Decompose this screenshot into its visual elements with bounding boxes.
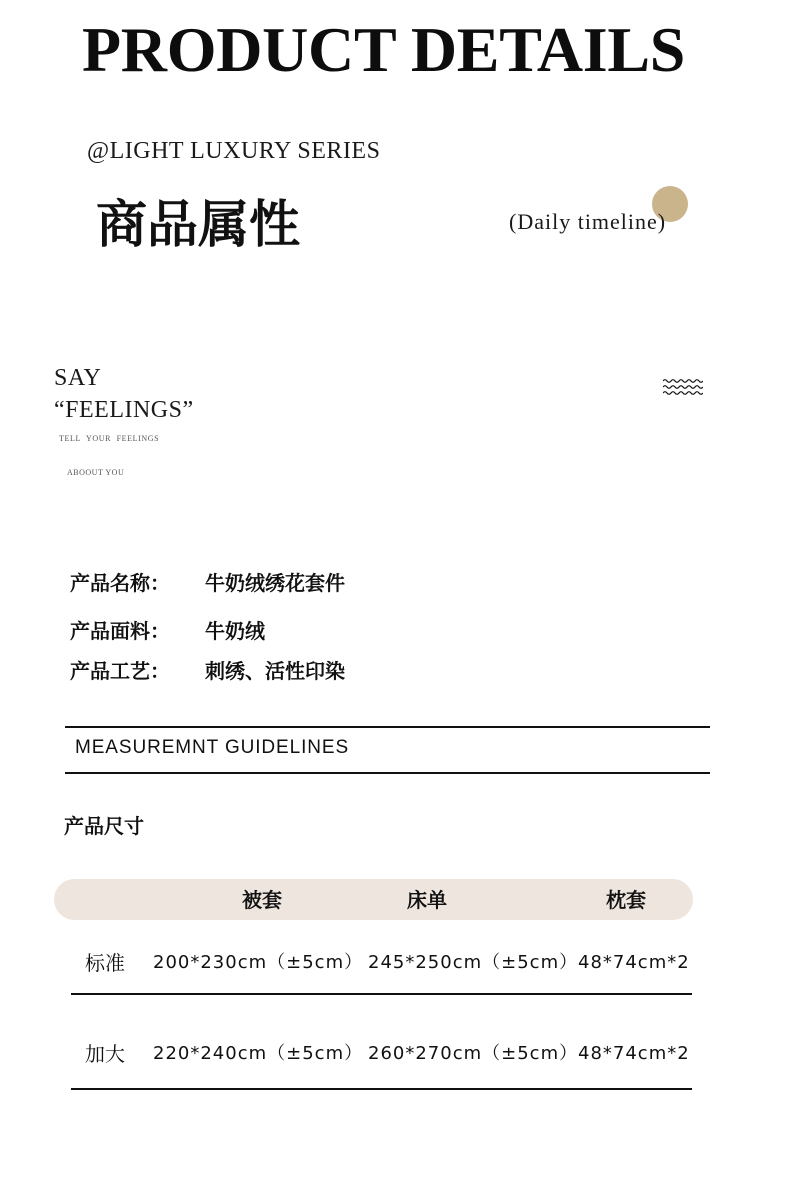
table-cell: 245*250cm（±5cm） bbox=[368, 952, 579, 973]
column-header-bed-sheet: 床单 bbox=[407, 888, 447, 912]
column-header-duvet-cover: 被套 bbox=[242, 888, 282, 912]
say-text: SAY bbox=[54, 365, 102, 391]
measurement-guidelines-heading: MEASUREMNT GUIDELINES bbox=[75, 737, 350, 758]
attribute-value-name: 牛奶绒绣花套件 bbox=[205, 571, 345, 595]
attribute-label-name: 产品名称： bbox=[70, 571, 170, 595]
wave-line bbox=[663, 386, 703, 389]
attribute-value-fabric: 牛奶绒 bbox=[205, 619, 265, 643]
series-subtitle: @LIGHT LUXURY SERIES bbox=[87, 138, 381, 164]
tell-your-feelings-caption: TELL YOUR FEELINGS bbox=[59, 434, 160, 443]
row-divider bbox=[71, 1088, 692, 1090]
wave-lines-icon bbox=[663, 378, 703, 396]
table-cell: 48*74cm*2 bbox=[578, 1043, 690, 1064]
divider-bottom bbox=[65, 772, 710, 774]
attribute-label-fabric: 产品面料： bbox=[70, 619, 170, 643]
feelings-text: “FEELINGS” bbox=[54, 397, 194, 423]
divider-top bbox=[65, 726, 710, 728]
table-cell: 260*270cm（±5cm） bbox=[368, 1043, 579, 1064]
wave-line bbox=[663, 392, 703, 395]
daily-timeline-label: (Daily timeline) bbox=[509, 209, 667, 234]
page-title: PRODUCT DETAILS bbox=[82, 14, 686, 85]
about-you-caption: ABOOUT YOU bbox=[67, 468, 125, 477]
row-label-standard: 标准 bbox=[85, 951, 125, 975]
table-cell: 220*240cm（±5cm） bbox=[153, 1043, 364, 1064]
column-header-pillowcase: 枕套 bbox=[606, 888, 646, 912]
product-size-title: 产品尺寸 bbox=[64, 814, 144, 838]
product-attributes-title: 商品属性 bbox=[96, 196, 301, 255]
wave-line bbox=[663, 380, 703, 383]
attribute-value-craft: 刺绣、活性印染 bbox=[205, 659, 345, 683]
table-cell: 200*230cm（±5cm） bbox=[153, 952, 364, 973]
row-divider bbox=[71, 993, 692, 995]
table-cell: 48*74cm*2 bbox=[578, 952, 690, 973]
row-label-large: 加大 bbox=[85, 1042, 125, 1066]
attribute-label-craft: 产品工艺： bbox=[70, 659, 170, 683]
